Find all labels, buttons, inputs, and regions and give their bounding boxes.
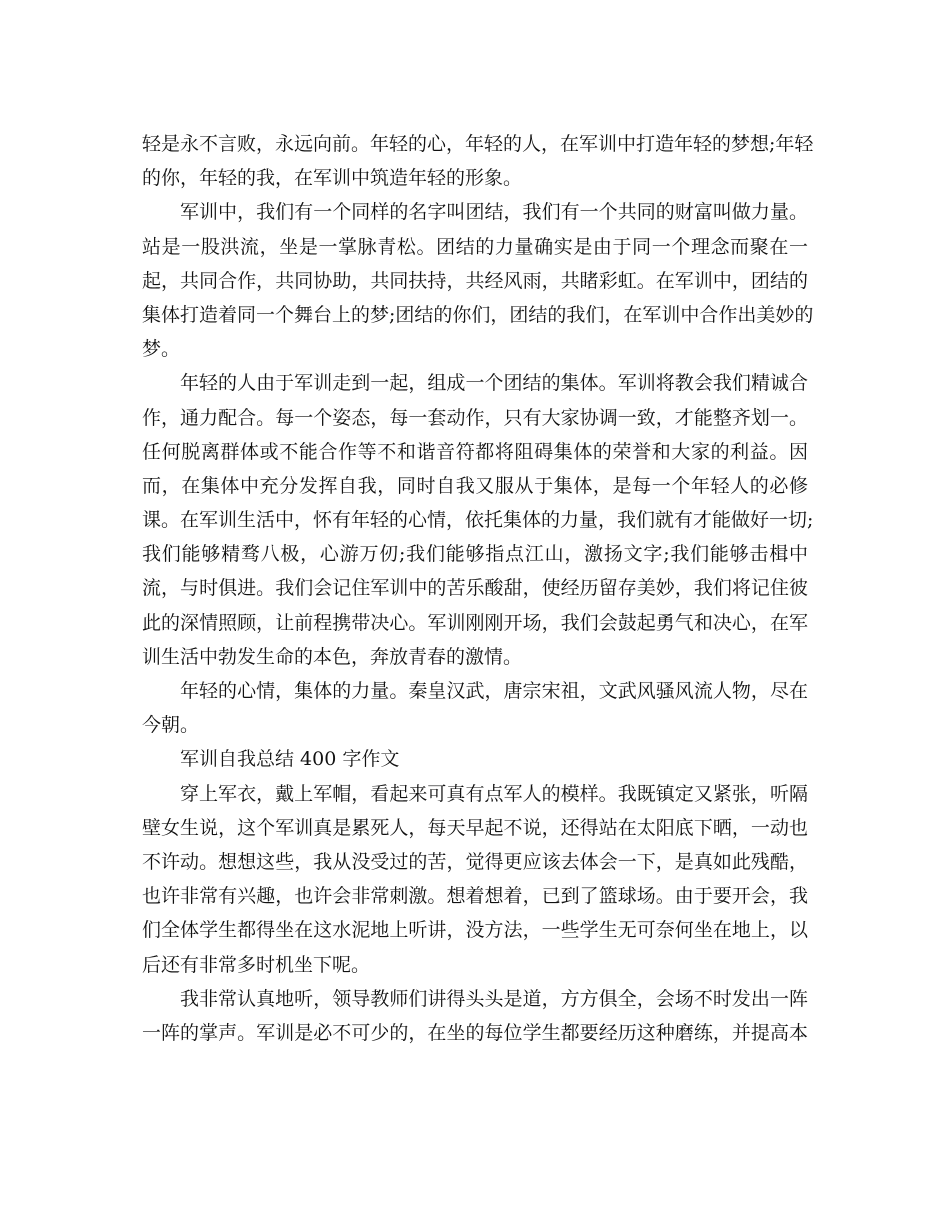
text-line: 穿上军衣，戴上军帽，看起来可真有点军人的模样。我既镇定又紧张，听隔 bbox=[180, 782, 808, 805]
text-line: 壁女生说，这个军训真是累死人，每天早起不说，还得站在太阳底下晒，一动也 bbox=[142, 816, 808, 839]
text-line: 我非常认真地听，领导教师们讲得头头是道，方方俱全，会场不时发出一阵 bbox=[180, 987, 808, 1010]
text-line: 轻是永不言败，永远向前。年轻的心，年轻的人，在军训中打造年轻的梦想;年轻 bbox=[142, 133, 814, 155]
text-line: 不许动。想想这些，我从没受过的苦，觉得更应该去体会一下，是真如此残酷， bbox=[142, 850, 808, 873]
text-line: 后还有非常多时机坐下呢。 bbox=[142, 953, 371, 976]
text-line: 而，在集体中充分发挥自我，同时自我又服从于集体，是每一个年轻人的必修 bbox=[142, 474, 808, 497]
document-body bbox=[142, 127, 814, 1050]
text-line: 此的深情照顾，让前程携带决心。军训刚刚开场，我们会鼓起勇气和决心，在军 bbox=[142, 611, 808, 634]
section-heading: 军训自我总结 400 字作文 bbox=[180, 748, 400, 771]
text-line: 们全体学生都得坐在这水泥地上听讲，没方法，一些学生无可奈何坐在地上，以 bbox=[142, 919, 808, 942]
text-line: 军训中，我们有一个同样的名字叫团结，我们有一个共同的财富叫做力量。 bbox=[180, 201, 808, 224]
text-line: 也许非常有兴趣，也许会非常刺激。想着想着，已到了篮球场。由于要开会，我 bbox=[142, 885, 808, 908]
text-line: 流，与时俱进。我们会记住军训中的苦乐酸甜，使经历留存美妙，我们将记住彼 bbox=[142, 577, 808, 600]
text-line: 一阵的掌声。军训是必不可少的，在坐的每位学生都要经历这种磨练，并提高本 bbox=[142, 1021, 808, 1044]
text-line: 年轻的人由于军训走到一起，组成一个团结的集体。军训将教会我们精诚合 bbox=[180, 372, 808, 395]
text-line: 我们能够精骛八极，心游万仞;我们能够指点江山，激扬文字;我们能够击楫中 bbox=[142, 543, 808, 566]
text-line: 今朝。 bbox=[142, 714, 200, 737]
text-line: 训生活中勃发生命的本色，奔放青春的激情。 bbox=[142, 645, 523, 668]
text-line: 年轻的心情，集体的力量。秦皇汉武，唐宗宋祖，文武风骚风流人物，尽在 bbox=[180, 680, 808, 702]
text-line: 站是一股洪流，坐是一掌脉青松。团结的力量确实是由于同一个理念而聚在一 bbox=[142, 235, 808, 258]
text-line: 起，共同合作，共同协助，共同扶持，共经风雨，共睹彩虹。在军训中，团结的 bbox=[142, 269, 808, 292]
text-line: 任何脱离群体或不能合作等不和谐音符都将阻碍集体的荣誉和大家的利益。因 bbox=[142, 440, 808, 463]
text-line: 的你，年轻的我，在军训中筑造年轻的形象。 bbox=[142, 167, 523, 190]
text-line: 作，通力配合。每一个姿态，每一套动作，只有大家协调一致，才能整齐划一。 bbox=[142, 406, 808, 429]
text-line: 课。在军训生活中，怀有年轻的心情，依托集体的力量，我们就有才能做好一切; bbox=[142, 509, 814, 532]
text-line: 集体打造着同一个舞台上的梦;团结的你们，团结的我们，在军训中合作出美妙的 bbox=[142, 303, 814, 326]
text-line: 梦。 bbox=[142, 338, 181, 361]
